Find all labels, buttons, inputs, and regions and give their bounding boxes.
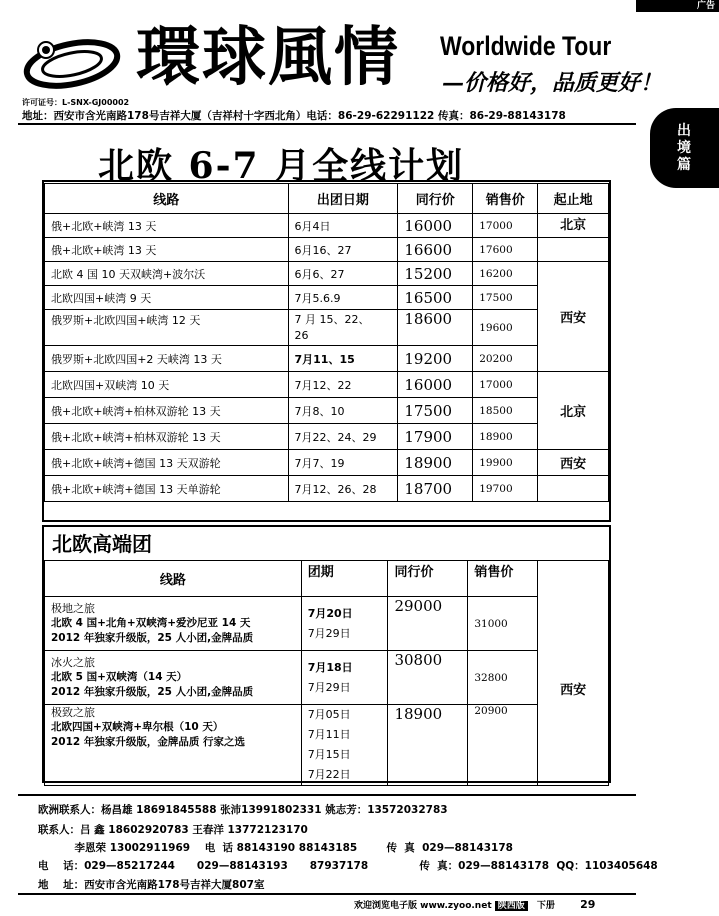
col-header: 起止地 <box>538 184 609 214</box>
trade-price: 17500 <box>398 398 473 424</box>
col-header: 团期 <box>301 561 388 597</box>
date: 7月5.6.9 <box>288 286 398 310</box>
table-row <box>45 286 609 310</box>
date-line: 26 <box>294 328 309 342</box>
license-number: 许可证号：L-SNX-GJ00002 <box>22 98 130 107</box>
table-row <box>45 262 609 286</box>
website-note: 欢迎浏览电子版 www.zyoo.net <box>354 901 492 911</box>
date-line: 7月11日 <box>307 728 351 741</box>
city: 西安 <box>538 561 609 786</box>
sale-price: 17600 <box>473 238 538 262</box>
sale-price: 31000 <box>468 597 538 651</box>
city-blank <box>538 238 609 262</box>
route-note: 2012 年独家升级版，25 人小团,金牌品质 <box>51 686 254 698</box>
route: 俄+北欧+峡湾+柏林双游轮 13 天 <box>45 398 289 424</box>
route-name: 冰火之旅 <box>51 656 95 669</box>
sale-price: 17000 <box>473 214 538 238</box>
trade-price: 18700 <box>398 476 473 502</box>
globe-logo-icon <box>22 30 122 92</box>
col-header: 线路 <box>45 561 302 597</box>
col-header: 同行价 <box>398 184 473 214</box>
city: 西安 <box>538 450 609 476</box>
plan-table <box>44 183 609 502</box>
date <box>301 597 388 651</box>
sale-price: 16200 <box>473 262 538 286</box>
table-row <box>45 372 609 398</box>
date: 7月7、19 <box>288 450 398 476</box>
date: 6月4日 <box>288 214 398 238</box>
sale-price: 19700 <box>473 476 538 502</box>
date <box>301 705 388 786</box>
date-line: 7月20日 <box>307 606 353 620</box>
footer-rule <box>18 794 636 796</box>
ad-label: 广告 <box>636 0 719 12</box>
trade-price: 19200 <box>398 346 473 372</box>
route-name: 极致之旅 <box>51 706 95 719</box>
date-line: 7月29日 <box>307 626 351 640</box>
route: 俄+北欧+峡湾 13 天 <box>45 238 289 262</box>
table-row <box>45 651 609 705</box>
section-tab <box>650 108 719 188</box>
col-header: 线路 <box>45 184 289 214</box>
sale-price: 19900 <box>473 450 538 476</box>
high-end-table <box>44 560 609 786</box>
route <box>45 705 302 786</box>
col-header: 出团日期 <box>288 184 398 214</box>
route-detail: 北欧 5 国+双峡湾（14 天） <box>51 671 188 683</box>
trade-price: 18900 <box>398 450 473 476</box>
route: 俄+北欧+峡湾+德国 13 天双游轮 <box>45 450 289 476</box>
main-title: 北欧 6-7 月全线计划 <box>98 145 465 187</box>
route-detail: 北欧 4 国+北角+双峡湾+爱沙尼亚 14 天 <box>51 617 251 629</box>
section-tab-char: 出 <box>677 123 691 139</box>
route: 俄罗斯+北欧四国+2 天峡湾 13 天 <box>45 346 289 372</box>
table-row <box>45 238 609 262</box>
date <box>288 310 398 346</box>
route: 北欧四国+双峡湾 10 天 <box>45 372 289 398</box>
sale-price: 19600 <box>473 310 538 346</box>
route: 俄+北欧+峡湾 13 天 <box>45 214 289 238</box>
route-note: 2012 年独家升级版，25 人小团,金牌品质 <box>51 632 254 644</box>
date-line: 7 月 15、22、 <box>294 312 370 326</box>
route <box>45 651 302 705</box>
sale-price: 17500 <box>473 286 538 310</box>
table-row <box>45 597 609 651</box>
header-rule <box>18 123 636 125</box>
trade-price: 29000 <box>388 597 468 651</box>
route-note: 2012 年独家升级版，金牌品质 行家之选 <box>51 736 246 748</box>
date: 7月8、10 <box>288 398 398 424</box>
city: 西安 <box>538 262 609 372</box>
trade-price: 15200 <box>398 262 473 286</box>
route: 北欧四国+峡湾 9 天 <box>45 286 289 310</box>
trade-price: 18600 <box>398 310 473 346</box>
date: 7月12、22 <box>288 372 398 398</box>
date: 6月6、27 <box>288 262 398 286</box>
sale-price: 18900 <box>473 424 538 450</box>
table-row <box>45 346 609 372</box>
sale-price: 18500 <box>473 398 538 424</box>
city-blank <box>538 476 609 502</box>
sale-price: 20200 <box>473 346 538 372</box>
table-row <box>45 310 609 346</box>
footer-contacts-2: 李恩荣 13002911969 电 话 88143190 88143185 传 真 029—88143178 <box>38 842 513 854</box>
footer-address: 地 址：西安市含光南路178号吉祥大厦807室 <box>38 879 265 891</box>
trade-price: 18900 <box>388 705 468 786</box>
route: 俄罗斯+北欧四国+峡湾 12 天 <box>45 310 289 346</box>
footer-contact-europe: 欧洲联系人：杨昌雄 18691845588 张沛13991802331 姚志芳：13572032783 <box>38 804 448 816</box>
page-number: 29 <box>580 898 596 911</box>
route-detail: 北欧四国+双峡湾+卑尔根（10 天） <box>51 721 224 733</box>
section-tab-char: 篇 <box>677 157 691 173</box>
bottom-rule <box>18 893 636 895</box>
section-tab-char: 境 <box>677 140 691 156</box>
route <box>45 597 302 651</box>
route: 俄+北欧+峡湾+德国 13 天单游轮 <box>45 476 289 502</box>
col-header: 销售价 <box>468 561 538 597</box>
date-line: 7月05日 <box>307 708 351 721</box>
date: 7月12、26、28 <box>288 476 398 502</box>
table-row <box>45 450 609 476</box>
route: 北欧 4 国 10 天双峡湾+波尔沃 <box>45 262 289 286</box>
date-line: 7月22日 <box>307 768 351 781</box>
table-row <box>45 398 609 424</box>
table-row <box>45 705 609 786</box>
sale-price: 32800 <box>468 651 538 705</box>
footer-contacts: 联系人：吕 鑫 18602920783 王春洋 13772123170 <box>38 824 308 836</box>
table-row <box>45 476 609 502</box>
col-header: 销售价 <box>473 184 538 214</box>
edition-tag: 陕西版 <box>495 901 528 911</box>
trade-price: 16000 <box>398 214 473 238</box>
trade-price: 16000 <box>398 372 473 398</box>
date: 7月11、15 <box>288 346 398 372</box>
city: 北京 <box>538 214 609 238</box>
brand-english: Worldwide Tour <box>440 31 612 61</box>
brand-title: 環球風情 <box>136 20 400 95</box>
trade-price: 16500 <box>398 286 473 310</box>
trade-price: 30800 <box>388 651 468 705</box>
route-name: 极地之旅 <box>51 602 95 615</box>
table-row <box>45 424 609 450</box>
date <box>301 651 388 705</box>
sale-price: 20900 <box>468 705 538 786</box>
bottom-bar <box>354 898 595 911</box>
slogan: —价格好，品质更好！ <box>442 70 663 96</box>
trade-price: 16600 <box>398 238 473 262</box>
route: 俄+北欧+峡湾+柏林双游轮 13 天 <box>45 424 289 450</box>
date-line: 7月18日 <box>307 660 353 674</box>
date: 7月22、24、29 <box>288 424 398 450</box>
date: 6月16、27 <box>288 238 398 262</box>
table-row <box>45 214 609 238</box>
date-line: 7月29日 <box>307 680 351 694</box>
trade-price: 17900 <box>398 424 473 450</box>
col-header: 同行价 <box>388 561 468 597</box>
date-line: 7月15日 <box>307 748 351 761</box>
footer-phone: 电 话：029—85217244 029—88143193 87937178 传 真：029—88143178 QQ：1103405648 <box>38 860 658 872</box>
volume: 下册 <box>536 901 555 911</box>
sale-price: 17000 <box>473 372 538 398</box>
high-end-title: 北欧高端团 <box>52 532 152 556</box>
city: 北京 <box>538 372 609 450</box>
address-line: 地址：西安市含光南路178号吉祥大厦（吉祥村十字西北角）电话：86-29-62291122 传真：86-29-88143178 <box>22 110 566 122</box>
